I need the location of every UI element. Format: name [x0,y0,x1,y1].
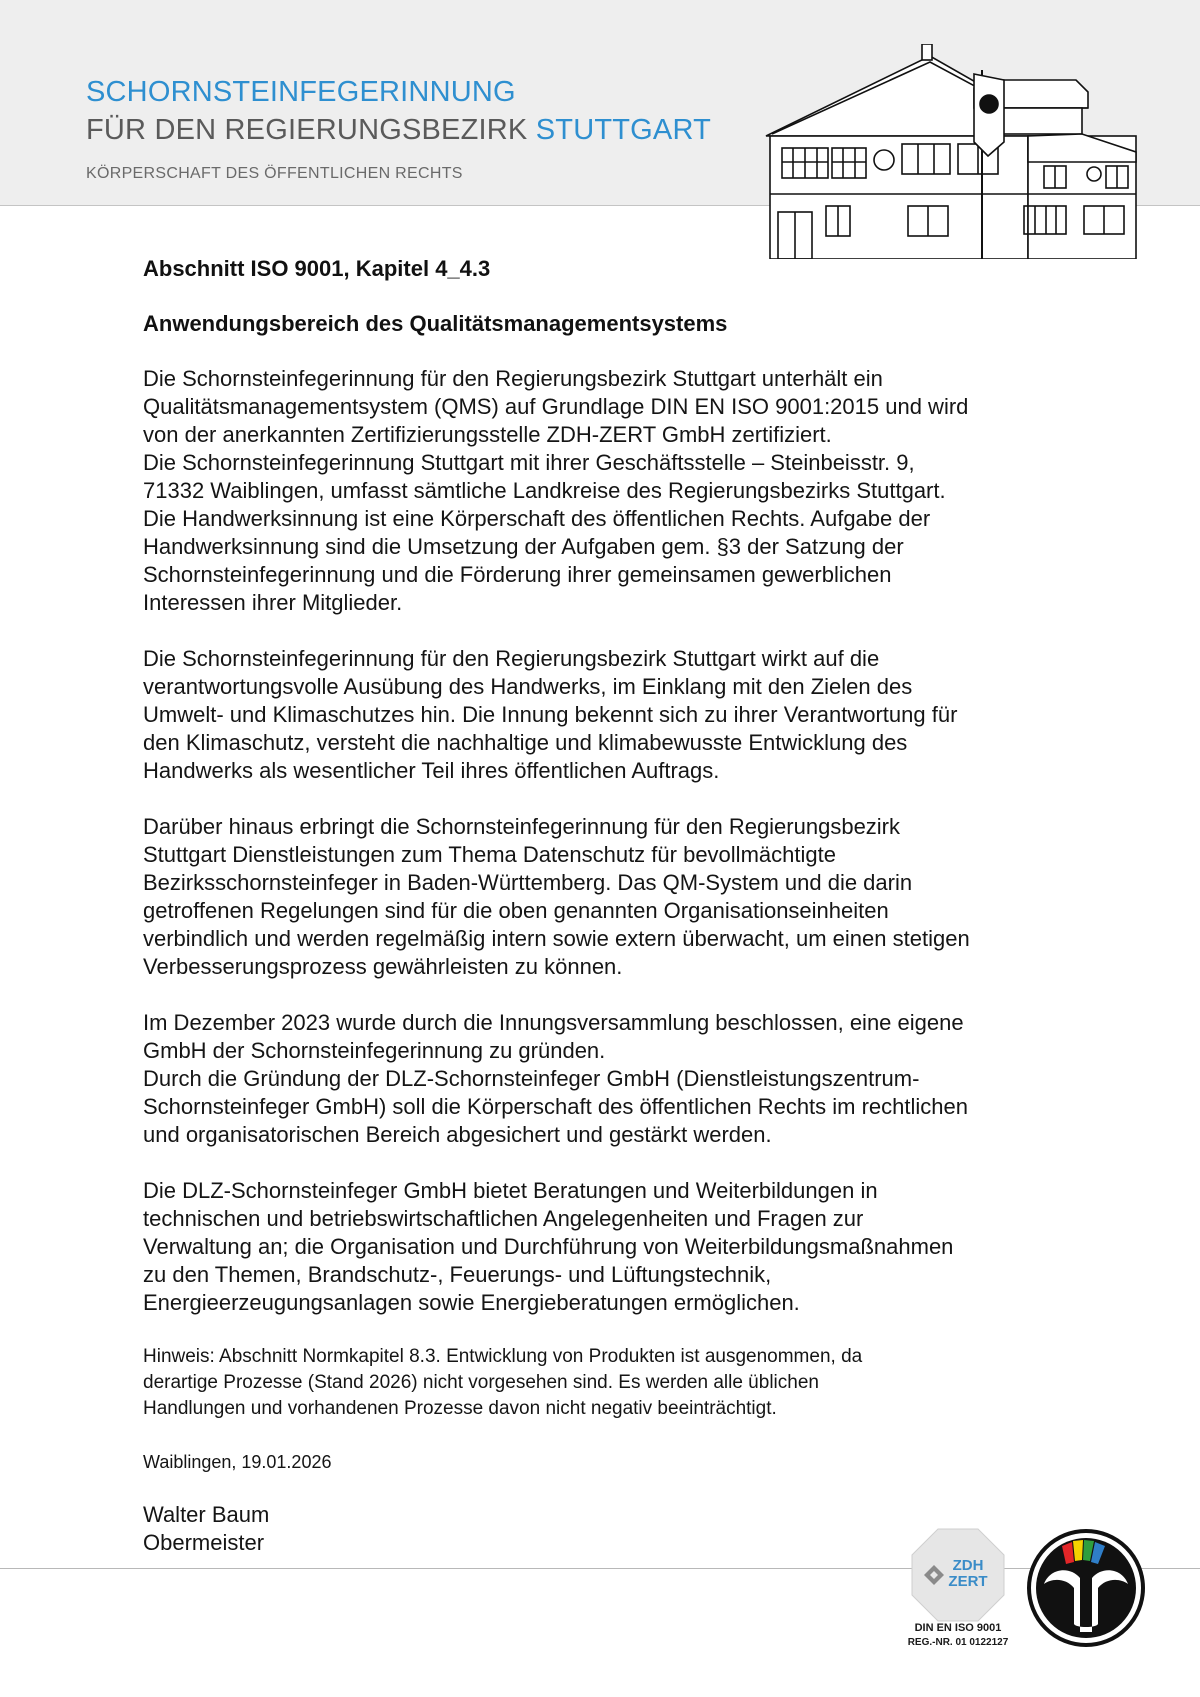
signer-role: Obermeister [143,1530,265,1555]
guild-building-icon [758,44,1148,259]
body-paragraph: Die Schornsteinfegerinnung für den Regierungsbezirk Stuttgart unterhält ein Qualitätsmanagementsystem (QMS) auf Grundlage DIN EN ISO 9001:2015 und wird von der anerkannten Zertifizierungsstelle ZDH-ZERT GmbH zertifiziert. Die Schornsteinfegerinnung Stuttgart mit ihrer Geschäftsstelle – Steinbeisstr. 9, 71332 Waiblingen, umfasst sämtliche Landkreise des Regierungsbezirks Stuttgart. Die Handwerksinnung ist eine Körperschaft des öffentlichen Rechts. Aufgabe der Handwerksinnung sind die Umsetzung der Aufgaben gem. §3 der Satzung der Schornsteinfegerinnung und die Förderung ihrer gemeinsamen gewerblichen Interessen ihrer Mitglieder. [143,366,969,615]
iso-standard-label: DIN EN ISO 9001 [914,1622,1002,1634]
chimney-sweep-guild-emblem-icon [1026,1528,1146,1648]
signer-name: Walter Baum [143,1502,270,1527]
body-paragraph: Darüber hinaus erbringt die Schornsteinfegerinnung für den Regierungsbezirk Stuttgart Dienstleistungen zum Thema Datenschutz für bevollmächtigte Bezirksschornsteinfeger in Baden-Württemberg. Das QM-System und die darin getroffenen Regelungen sind für die oben genannten Organisationseinheiten verbindlich und werden regelmäßig intern sowie extern überwacht, um einen stetigen Verbesserungsprozess gewährleisten zu können. [143,814,970,979]
org-name: SCHORNSTEINFEGERINNUNG [86,76,516,108]
document-body [143,255,1083,1557]
zdh-zert-certification-logo [910,1527,1006,1623]
org-subtitle-prefix: FÜR DEN REGIERUNGSBEZIRK [86,114,528,146]
exclusion-note: Hinweis: Abschnitt Normkapitel 8.3. Entwicklung von Produkten ist ausgenommen, da derartige Prozesse (Stand 2026) nicht vorgesehen sind. Es werden alle üblichen Handlungen und vorhandenen Prozesse davon nicht negativ beeinträchtigt. [143,1346,863,1419]
body-paragraph: Die Schornsteinfegerinnung für den Regierungsbezirk Stuttgart wirkt auf die verantwortungsvolle Ausübung des Handwerks, im Einklang mit den Zielen des Umwelt- und Klimaschutzes hin. Die Innung bekennt sich zu ihrer Verantwortung für den Klimaschutz, versteht die nachhaltige und klimabewusste Entwicklung des Handwerks als wesentlicher Teil ihres öffentlichen Auftrags. [143,646,958,783]
section-title: Anwendungsbereich des Qualitätsmanagementsystems [143,311,728,336]
org-subtitle-city: STUTTGART [535,114,711,146]
place-and-date: Waiblingen, 19.01.2026 [143,1452,332,1472]
footer-divider [0,1568,1200,1569]
registration-number: REG.-NR. 01 0122127 [907,1637,1009,1648]
body-paragraph: Die DLZ-Schornsteinfeger GmbH bietet Beratungen und Weiterbildungen in technischen und betriebswirtschaftlichen Angelegenheiten und Fragen zur Verwaltung an; die Organisation und Durchführung von Weiterbildungsmaßnahmen zu den Themen, Brandschutz-, Feuerungs- und Lüftungstechnik, Energieerzeugungsanlagen sowie Energieberatungen ermöglichen. [143,1178,954,1315]
zdh-word: ZDH [952,1557,984,1574]
section-reference: Abschnitt ISO 9001, Kapitel 4_4.3 [143,256,491,281]
zert-word: ZERT [948,1573,988,1590]
org-subtitle [86,112,711,149]
org-legal-form: KÖRPERSCHAFT DES ÖFFENTLICHEN RECHTS [86,165,463,182]
body-paragraph: Im Dezember 2023 wurde durch die Innungsversammlung beschlossen, eine eigene GmbH der Schornsteinfegerinnung zu gründen. Durch die Gründung der DLZ-Schornsteinfeger GmbH (Dienstleistungszentrum- Schornsteinfeger GmbH) soll die Körperschaft des öffentlichen Rechts im rechtlichen und organisatorischen Bereich abgesichert und gestärkt werden. [143,1010,968,1147]
